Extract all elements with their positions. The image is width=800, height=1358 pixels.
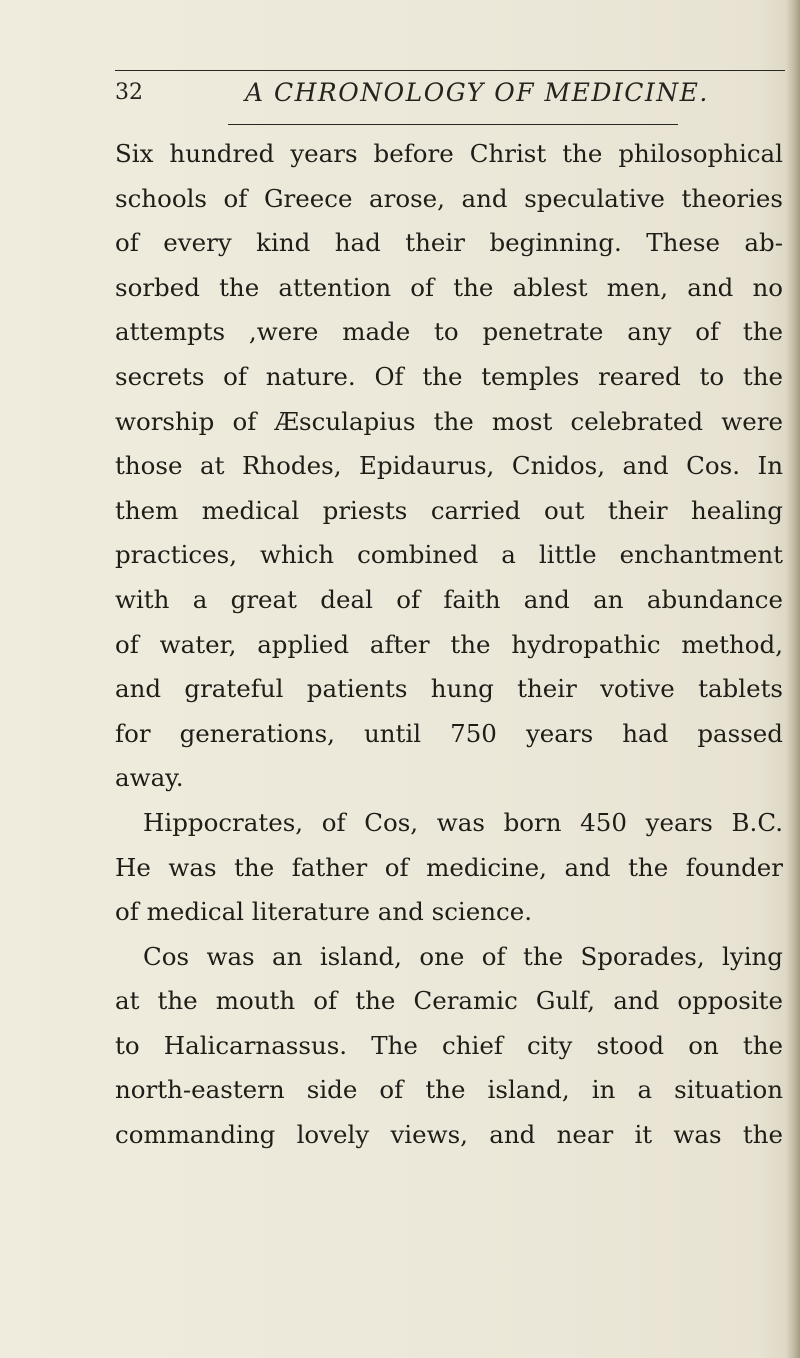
body-text bbox=[115, 132, 783, 1158]
text-line: Cos was an island, one of the Sporades, lying bbox=[143, 941, 783, 971]
header-top-rule bbox=[115, 70, 785, 71]
text-line: north-eastern side of the island, in a situation bbox=[115, 1075, 783, 1105]
header-bottom-rule bbox=[228, 124, 678, 125]
text-line: secrets of nature. Of the temples reared to the bbox=[115, 361, 783, 391]
text-line: of medical literature and science. bbox=[115, 897, 533, 927]
text-line: with a great deal of faith and an abundance bbox=[115, 584, 783, 614]
text-line: He was the father of medicine, and the founder bbox=[115, 852, 783, 882]
page-number: 32 bbox=[115, 80, 143, 105]
text-line: for generations, until 750 years had passed bbox=[115, 718, 783, 748]
text-line: to Halicarnassus. The chief city stood on the bbox=[115, 1030, 783, 1060]
text-line: schools of Greece arose, and speculative theories bbox=[115, 183, 783, 213]
text-line: worship of Æsculapius the most celebrated were bbox=[115, 406, 783, 436]
line-text: Hippocrates, of Cos, was born 450 years bbox=[143, 807, 713, 837]
running-title: A CHRONOLOGY OF MEDICINE. bbox=[245, 78, 709, 107]
era-abbreviation: B.C. bbox=[731, 807, 783, 837]
page-header bbox=[115, 74, 785, 118]
text-line: those at Rhodes, Epidaurus, Cnidos, and Cos. In bbox=[115, 451, 783, 481]
text-line: at the mouth of the Ceramic Gulf, and opposite bbox=[115, 986, 783, 1016]
text-line: of every kind had their beginning. These ab- bbox=[115, 228, 783, 258]
text-line: attempts ,were made to penetrate any of the bbox=[115, 317, 783, 347]
text-line: of water, applied after the hydropathic method, bbox=[115, 629, 783, 659]
text-line: Six hundred years before Christ the philosophical bbox=[115, 139, 783, 168]
page-edge-shadow bbox=[786, 0, 800, 1358]
text-line: away. bbox=[115, 763, 184, 793]
text-line: practices, which combined a little enchantment bbox=[115, 540, 783, 570]
text-line: sorbed the attention of the ablest men, and no bbox=[115, 272, 783, 302]
text-line: them medical priests carried out their healing bbox=[115, 495, 783, 525]
text-line-hippocrates bbox=[115, 801, 783, 846]
text-line: commanding lovely views, and near it was the bbox=[115, 1120, 783, 1150]
text-line: and grateful patients hung their votive tablets bbox=[115, 674, 783, 704]
